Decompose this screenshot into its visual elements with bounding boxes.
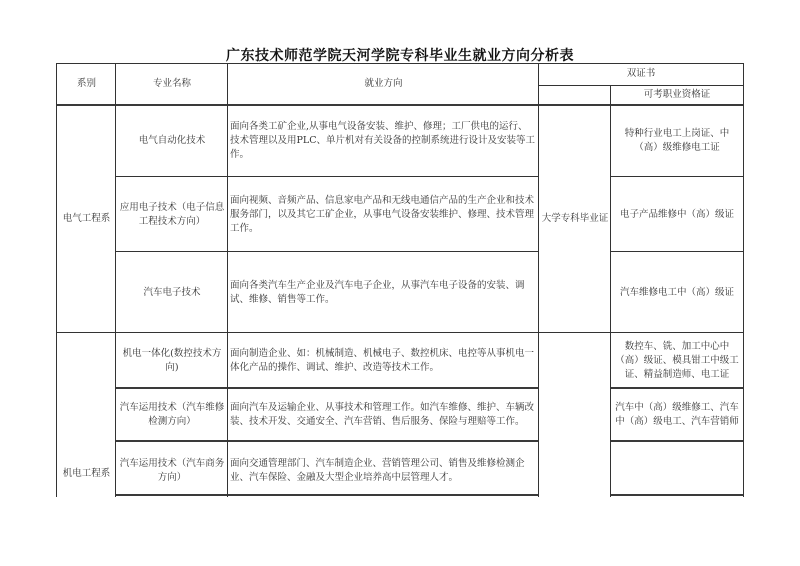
grid-line	[611, 440, 744, 442]
major-cell: 汽车电子技术	[143, 286, 201, 298]
qualification-cell: 特种行业电工上岗证、中（高）级维修电工证	[624, 128, 730, 153]
grid-line	[116, 494, 539, 496]
direction-cell: 面向各类汽车生产企业及汽车电子企业，从事汽车电子设备的安装、调试、维修、销售等工作。	[230, 279, 525, 305]
diploma-cell	[539, 333, 611, 496]
qualification-cell: 电子产品维修中（高）级证	[619, 208, 734, 220]
department-cell: 机电工程系	[62, 468, 111, 479]
grid-line	[115, 63, 116, 497]
major-cell: 电气自动化技术	[138, 135, 206, 146]
page-title: 广东技术师范学院天河学院专科毕业生就业方向分析表	[226, 48, 574, 64]
grid-line	[57, 104, 744, 106]
grid-line	[116, 176, 539, 177]
major-cell: 汽车运用技术（汽车商务方向）	[119, 458, 225, 483]
grid-line	[611, 387, 744, 389]
grid-line	[57, 63, 744, 64]
grid-line	[56, 63, 57, 497]
direction-cell: 面向各类工矿企业,从事电气设备安装、维护、修理；工厂供电的运行、技术管理以及用PLC、单片机对有关设备的控制系统进行设计及安装等工作。	[230, 121, 535, 160]
department-cell: 电气工程系	[62, 213, 111, 224]
header-qualification: 可考职业资格证	[643, 89, 711, 100]
grid-line	[743, 63, 744, 497]
header-major: 专业名称	[152, 78, 191, 89]
grid-line	[57, 332, 744, 333]
header-dual-cert: 双证书	[626, 68, 656, 79]
direction-cell: 面向视频、音频产品、信息家电产品和无线电通信产品的生产企业和技术服务部门，以及其它工矿企业，从事电气设备安装维护、修理、技术管理工作。	[230, 194, 535, 234]
qualification-cell: 汽车维修电工中（高）级证	[619, 286, 734, 298]
grid-line	[116, 440, 539, 442]
major-cell: 机电一体化(数控技术方向)	[122, 347, 222, 373]
grid-line	[538, 63, 539, 497]
qualification-cell	[611, 441, 743, 496]
header-direction: 就业方向	[364, 78, 403, 89]
major-cell: 汽车运用技术（汽车维修检测方向）	[119, 401, 225, 427]
direction-cell: 面向汽车及运输企业、从事技术和管理工作。如汽车维修、维护、车辆改装、技术开发、交通安全、汽车营销、售后服务、保险与理赔等工作。	[230, 401, 535, 427]
qualification-cell: 数控车、铣、加工中心中（高）级证、模具钳工中级工证、精益制造师、电工证	[615, 340, 739, 380]
major-cell: 应用电子技术（电子信息工程技术方向）	[119, 201, 225, 227]
grid-line	[611, 494, 744, 496]
header-department: 系别	[76, 78, 96, 89]
direction-cell: 面向交通管理部门、汽车制造企业、营销管理公司、销售及维修检测企业、汽车保险、金融及大型企业培养高中层管理人才。	[230, 458, 525, 483]
grid-line	[116, 251, 539, 252]
qualification-cell: 汽车中（高）级维修工、汽车中（高）级电工、汽车营销师	[615, 401, 739, 427]
grid-line	[539, 85, 744, 86]
direction-cell: 面向制造企业、如：机械制造、机械电子、数控机床、电控等从事机电一体化产品的操作、调试、维护、改造等技术工作。	[230, 347, 535, 373]
grid-line	[610, 85, 611, 497]
grid-line	[611, 251, 744, 252]
grid-line	[227, 63, 228, 497]
grid-line	[116, 387, 539, 389]
grid-line	[611, 176, 744, 177]
diploma-cell: 大学专科毕业证	[541, 213, 609, 224]
